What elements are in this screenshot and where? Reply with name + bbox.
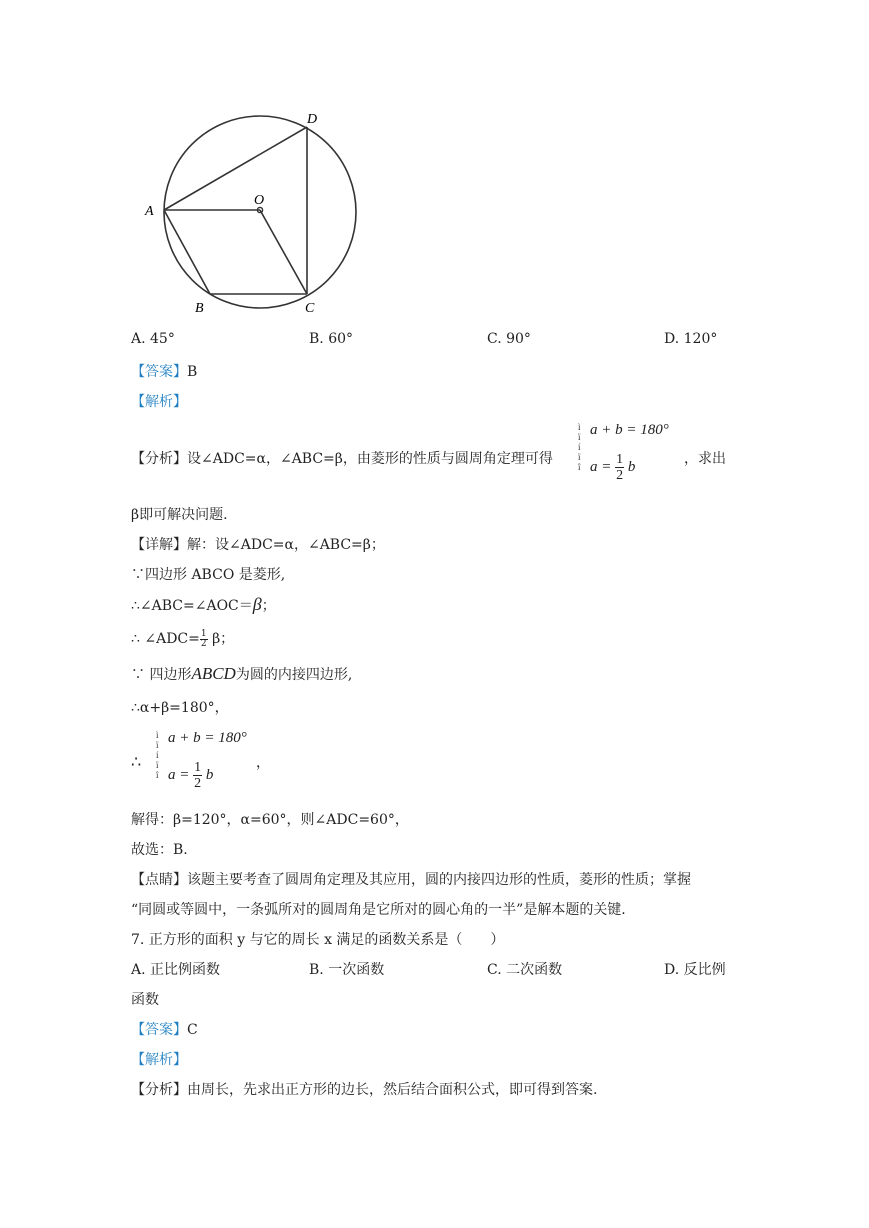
analysis-line2: β即可解决问题. xyxy=(131,507,228,523)
q7-analysis-text: 由周长，先求出正方形的边长，然后结合面积公式，即可得到答案. xyxy=(187,1082,598,1098)
eq2-right-b: b xyxy=(205,766,214,783)
detail-line6: ∴α+β=180°， xyxy=(131,700,229,716)
q7-option-c: C. 二次函数 xyxy=(487,962,563,978)
comment-text: 该题主要考查了圆周角定理及其应用，圆的内接四边形的性质，菱形的性质；掌握 xyxy=(187,872,691,888)
equation-system-2: ì ï í ï î a + b = 180° a = $\frac{1}{2}$ b xyxy=(156,730,247,791)
q7-jiexi-tag: 【解析】 xyxy=(131,1052,187,1068)
analysis-tag: 【分析】 xyxy=(131,451,187,467)
detail-line4 xyxy=(131,628,234,649)
q7-option-a: A. 正比例函数 xyxy=(131,962,221,978)
comment-line1 xyxy=(131,869,691,889)
q7-answer-value: C xyxy=(187,1022,198,1038)
segment-AB xyxy=(164,210,210,294)
q6-option-c: C. 90° xyxy=(487,331,531,347)
eq1-b: a + b = 180° xyxy=(168,730,247,746)
q7-analysis-tag: 【分析】 xyxy=(131,1082,187,1098)
label-O: O xyxy=(254,193,265,208)
circle-figure xyxy=(140,100,370,320)
detail-tag: 【详解】 xyxy=(131,537,187,553)
eq2-fraction: $\frac{1}{2}$ xyxy=(616,452,624,483)
segment-OC xyxy=(260,210,307,294)
line3-prefix: ∴∠ABC=∠AOC＝ xyxy=(131,598,253,614)
comment-tag: 【点睛】 xyxy=(131,872,187,888)
eq2-fraction-b: $\frac{1}{2}$ xyxy=(194,760,202,791)
q7-option-d: D. 反比例 xyxy=(664,962,726,978)
line4-fraction: $\frac{1}{2}$ xyxy=(200,628,207,649)
line4-suffix: β； xyxy=(212,631,235,647)
q7-answer-line xyxy=(131,1019,198,1039)
detail-line8: 解得：β=120°，α=60°，则∠ADC=60°， xyxy=(131,812,409,828)
detail-line5 xyxy=(131,664,352,684)
q7-answer-tag: 【答案】 xyxy=(131,1022,187,1038)
analysis-text: 设∠ADC=α，∠ABC=β，由菱形的性质与圆周角定理可得 xyxy=(187,451,553,467)
line4-prefix: ∴ ∠ADC= xyxy=(131,631,200,647)
detail-text: 解：设∠ADC=α，∠ABC=β； xyxy=(187,537,385,553)
eq1: a + b = 180° xyxy=(590,422,669,438)
line7-suffix: ， xyxy=(256,755,270,771)
line5-suffix: 为圆的内接四边形, xyxy=(235,667,353,683)
q7-analysis-line xyxy=(131,1079,597,1099)
detail-line1 xyxy=(131,534,385,554)
answer-value: B xyxy=(187,364,198,380)
comment-line2: “同圆或等圆中，一条弧所对的圆周角是它所对的圆心角的一半”是解本题的关键. xyxy=(131,902,626,918)
q6-option-a: A. 45° xyxy=(131,331,175,347)
q7-question: 7. 正方形的面积 y 与它的周长 x 满足的函数关系是（ ） xyxy=(131,932,505,948)
q6-option-b: B. 60° xyxy=(309,331,354,347)
jiexi-tag: 【解析】 xyxy=(131,394,187,410)
label-D: D xyxy=(307,112,318,127)
q7-option-wrap: 函数 xyxy=(131,992,159,1008)
answer-tag: 【答案】 xyxy=(131,364,187,380)
eq2-left-b: a = xyxy=(168,766,190,783)
eq2-left: a = xyxy=(590,458,612,475)
detail-line7: ∴ xyxy=(131,752,142,771)
equation-system-1: ì ï í ï î a + b = 180° a = $\frac{1}{2}$ b xyxy=(578,422,669,483)
q7-option-b: B. 一次函数 xyxy=(309,962,385,978)
q6-option-d: D. 120° xyxy=(664,331,718,347)
detail-line2: ∵四边形 ABCO 是菱形, xyxy=(131,567,286,583)
label-B: B xyxy=(195,301,204,316)
eq2-right: b xyxy=(627,458,636,475)
line5-abcd: ABCD xyxy=(191,664,236,683)
line3-beta: β xyxy=(252,594,262,614)
detail-line9: 故选：B. xyxy=(131,842,188,858)
analysis-line xyxy=(131,448,553,468)
q6-answer-line xyxy=(131,361,197,381)
line3-suffix: ； xyxy=(261,598,276,614)
label-A: A xyxy=(145,204,154,219)
analysis-suffix: ，求出 xyxy=(684,451,726,467)
detail-line3 xyxy=(131,594,276,615)
label-C: C xyxy=(305,301,315,316)
segment-AD xyxy=(164,127,307,210)
line5-prefix: ∵ 四边形 xyxy=(131,667,192,683)
